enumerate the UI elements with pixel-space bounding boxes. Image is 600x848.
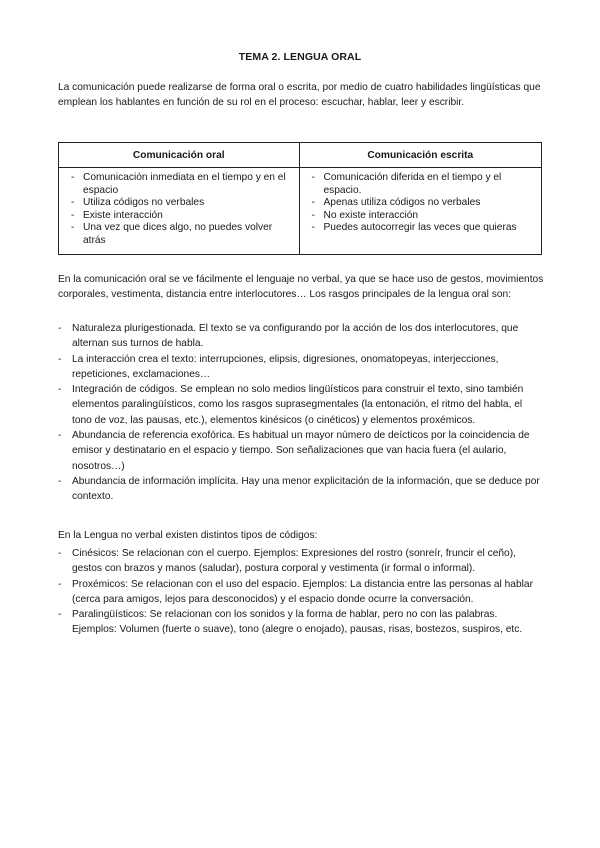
page-title: TEMA 2. LENGUA ORAL	[238, 51, 362, 63]
list-item: - Comunicación diferida en el tiempo y el espacio.	[310, 172, 536, 197]
list-item: - Existe interacción	[69, 210, 293, 223]
comparison-table	[58, 142, 542, 255]
list-item: - Una vez que dices algo, no puedes volver atrás	[69, 222, 293, 247]
oral-list	[69, 172, 293, 248]
list-item: - Apenas utiliza códigos no verbales	[310, 197, 536, 210]
intro-paragraph: La comunicación puede realizarse de forma oral o escrita, por medio de cuatro habilidades lingüísticas que emplean los hablantes en función de su rol en el proceso: escuchar, hablar, leer y escribir.	[58, 82, 541, 109]
list-item: - Cinésicos: Se relacionan con el cuerpo. Ejemplos: Expresiones del rostro (sonreír, fruncir el ceño), gestos con brazos y manos (saludar), postura corporal y vestimenta (ir formal o informal).	[58, 546, 544, 577]
table-row	[59, 168, 542, 255]
list-item: - Comunicación inmediata en el tiempo y en el espacio	[69, 172, 293, 197]
codes-list	[58, 546, 544, 638]
header-written: Comunicación escrita	[299, 143, 542, 168]
list-item: - Puedes autocorregir las veces que quieras	[310, 222, 536, 235]
list-item: - Paralingüísticos: Se relacionan con los sonidos y la forma de hablar, pero no con las palabras. Ejemplos: Volumen (fuerte o suave), tono (alegre o enojado), pausas, risas, bostezos, suspiros, etc.	[58, 607, 544, 638]
list-item: - La interacción crea el texto: interrupciones, elipsis, digresiones, onomatopeyas, interjecciones, repeticiones, exclamaciones…	[58, 352, 544, 383]
table-header-row	[59, 143, 542, 168]
list-item: - Abundancia de información implícita. Hay una menor explicitación de la información, que se deduce por contexto.	[58, 474, 544, 505]
written-cell	[299, 168, 542, 255]
header-oral: Comunicación oral	[59, 143, 300, 168]
list-item: - Naturaleza plurigestionada. El texto se va configurando por la acción de los dos interlocutores, que alternan sus turnos de habla.	[58, 321, 544, 352]
list-item: - Proxémicos: Se relacionan con el uso del espacio. Ejemplos: La distancia entre las personas al hablar (cerca para amigos, lejos para desconocidos) y el espacio donde ocurre la conversación.	[58, 577, 544, 608]
features-list	[58, 321, 544, 505]
list-item: - Integración de códigos. Se emplean no solo medios lingüísticos para construir el texto, sino también elementos paralingüísticos, como los rasgos suprasegmentales (la entonación, el ritmo del habla, el tono de voz, las pausas, etc.), elementos kinésicos (o cinéticos) y elementos proxémicos.	[58, 382, 544, 428]
oral-paragraph: En la comunicación oral se ve fácilmente el lenguaje no verbal, ya que se hace uso de gestos, movimientos corporales, vestimenta, distancia entre interlocutores… Los rasgos principales de la lengua oral son:	[58, 274, 544, 301]
nonverbal-paragraph: En la Lengua no verbal existen distintos tipos de códigos:	[58, 530, 318, 541]
list-item: - Abundancia de referencia exofórica. Es habitual un mayor número de deícticos por la coincidencia de emisor y destinatario en el espacio y tiempo. Son señalizaciones que van hacia fuera (el aulario, nosotros…)	[58, 428, 544, 474]
written-list	[310, 172, 536, 235]
oral-cell	[59, 168, 300, 255]
list-item: - Utiliza códigos no verbales	[69, 197, 293, 210]
list-item: - No existe interacción	[310, 210, 536, 223]
